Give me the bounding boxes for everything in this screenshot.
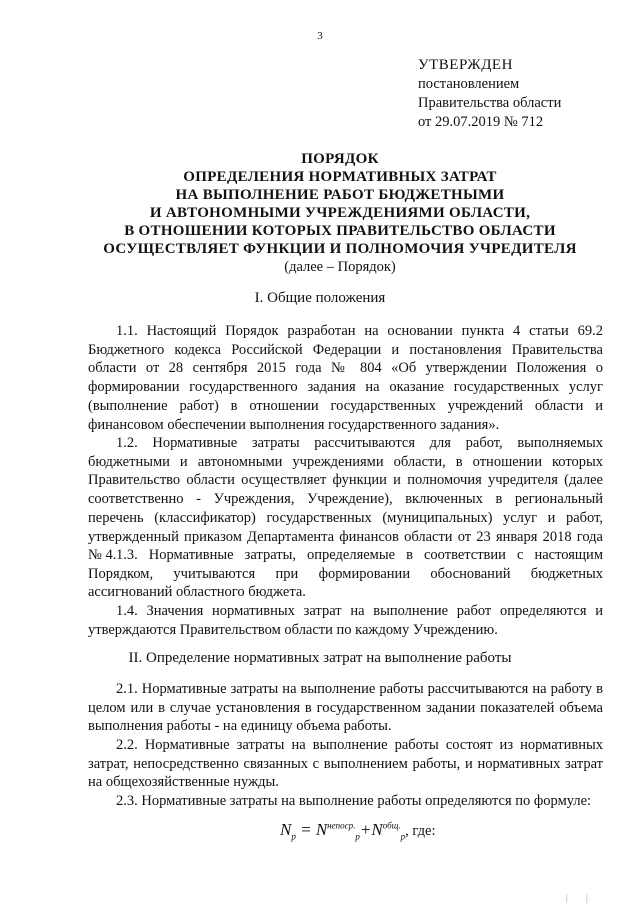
formula-subscript: p [400, 831, 406, 842]
paragraph: 1.2. Нормативные затраты рассчитываются для работ, выполняемых бюджетными и автономными учреждениями области, в отношении которых Правительство области осуществляет функции и полномочия учредителя (далее соответственно - Учреждения, Учреждение), включенных в региональный перечень (классификатор) государственных (муниципальных) услуг и работ, утвержденный приказом Департамента финансов области от 23 января 2018 года № 4. [88, 435, 603, 564]
formula-symbol: N [371, 820, 383, 839]
formula-tail: , где: [405, 823, 436, 839]
formula [280, 820, 436, 841]
title-subtitle: (далее – Порядок) [284, 259, 396, 275]
paragraph: 1.1. Настоящий Порядок разработан на основании пункта 4 статьи 69.2 Бюджетного кодекса Российской Федерации и постановления Правительства области от 28 сентября 2015 года № 804 «Об утверждении Положения о формировании государственного задания на оказание государственных услуг (выполнение работ) в отношении государственных учреждений области и финансовом обеспечении выполнения государственного задания». [88, 323, 603, 433]
approval-line: Правительства области [418, 95, 562, 111]
corner-marks: | | [566, 893, 596, 903]
title-line: ОСУЩЕСТВЛЯЕТ ФУНКЦИИ И ПОЛНОМОЧИЯ УЧРЕДИТЕЛЯ [103, 241, 577, 257]
title-line: В ОТНОШЕНИИ КОТОРЫХ ПРАВИТЕЛЬСТВО ОБЛАСТИ [124, 223, 556, 239]
approval-line: от 29.07.2019 № 712 [418, 114, 544, 130]
paragraph: 1.3. Нормативные затраты, определяемые в соответствии с настоящим Порядком, учитываются при формировании обоснований бюджетных ассигнований областного бюджета. [88, 547, 603, 601]
formula-symbol: N [315, 820, 328, 839]
formula-operator: = [295, 820, 316, 839]
approval-block [418, 56, 561, 132]
title-line: ОПРЕДЕЛЕНИЯ НОРМАТИВНЫХ ЗАТРАТ [183, 169, 497, 185]
title-line: НА ВЫПОЛНЕНИЕ РАБОТ БЮДЖЕТНЫМИ [175, 187, 505, 203]
formula-operator: + [359, 820, 372, 839]
approval-line: постановлением [418, 76, 520, 92]
formula-subscript: p [355, 831, 360, 842]
paragraph: 2.1. Нормативные затраты на выполнение работы рассчитываются на работу в целом или в случае установления в государственном задании показателей объема выполнения работы - на единицу объема работы. [88, 681, 603, 735]
formula-superscript: общ. [382, 820, 401, 831]
section-heading: II. Определение нормативных затрат на выполнение работы [128, 650, 512, 666]
title-line: ПОРЯДОК [301, 151, 379, 167]
formula-symbol: N [280, 820, 292, 839]
paragraph: 1.4. Значения нормативных затрат на выполнение работ определяются и утверждаются Правительством области по каждому Учреждению. [88, 603, 603, 638]
section-heading: I. Общие положения [254, 290, 386, 306]
formula-subscript: p [291, 831, 296, 842]
paragraph: 2.3. Нормативные затраты на выполнение работы определяются по формуле: [116, 793, 592, 809]
title-line: И АВТОНОМНЫМИ УЧРЕЖДЕНИЯМИ ОБЛАСТИ, [149, 205, 531, 221]
formula-superscript: непоср. [327, 820, 356, 831]
approval-stamp: УТВЕРЖДЕН [418, 57, 513, 73]
document-title [40, 150, 640, 277]
paragraph: 2.2. Нормативные затраты на выполнение работы состоят из нормативных затрат, непосредственно связанных с выполнением работы, и нормативных затрат на общехозяйственные нужды. [88, 737, 603, 791]
page-number: 3 [317, 30, 323, 42]
